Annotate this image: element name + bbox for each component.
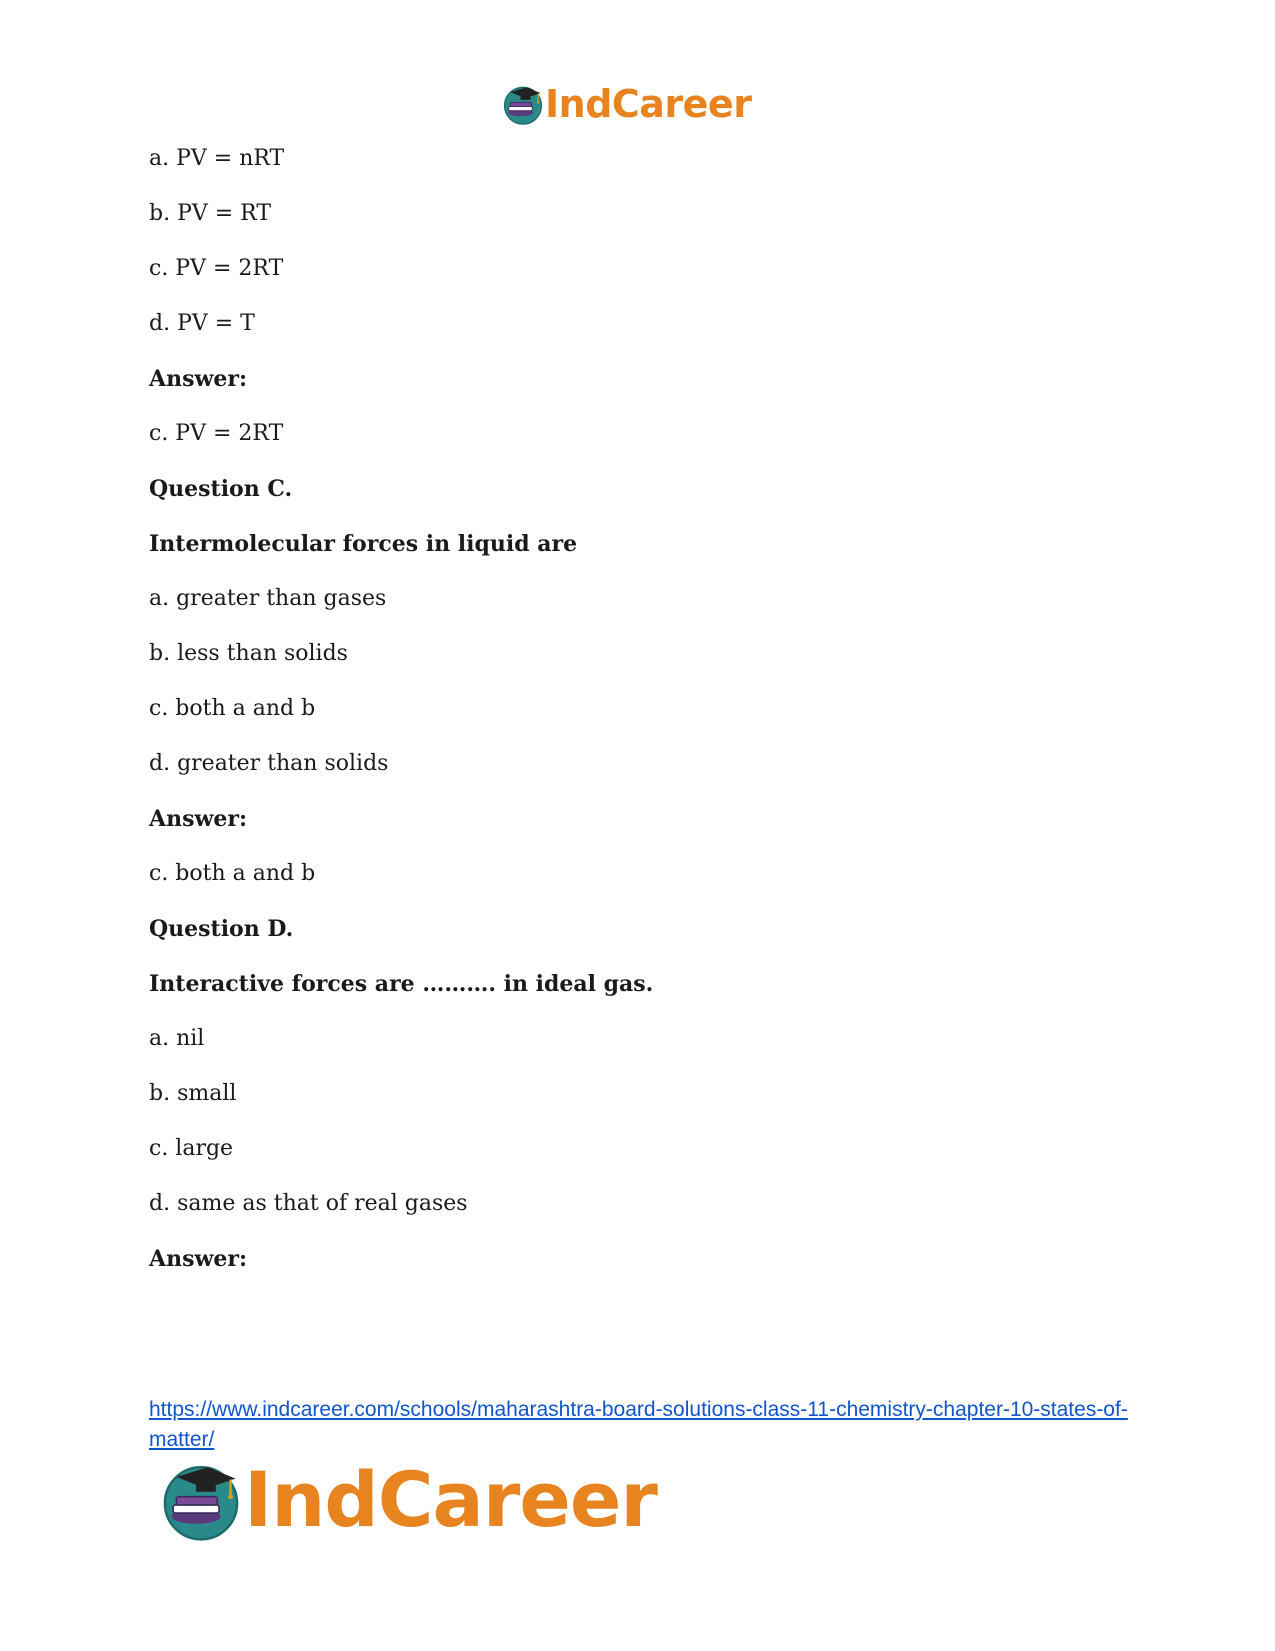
question-heading: Question D.	[149, 916, 294, 942]
answer-text: c. both a and b	[149, 861, 316, 886]
answer-heading: Answer:	[149, 366, 248, 392]
option-line: a. nil	[149, 1026, 205, 1051]
option-line: b. less than solids	[149, 641, 348, 666]
option-line: d. greater than solids	[149, 751, 389, 776]
option-line: a. greater than gases	[149, 586, 387, 611]
question-heading: Question C.	[149, 476, 293, 502]
header-logo	[502, 80, 751, 128]
option-line: c. both a and b	[149, 696, 316, 721]
logo-text: IndCareer	[545, 82, 752, 126]
answer-text: c. PV = 2RT	[149, 421, 284, 446]
answer-heading: Answer:	[149, 1246, 248, 1272]
graduation-cap-books-globe-icon	[502, 83, 544, 125]
option-line: c. large	[149, 1136, 234, 1161]
option-line: c. PV = 2RT	[149, 256, 284, 281]
source-url-link[interactable]: https://www.indcareer.com/schools/maharashtra-board-solutions-class-11-chemistry-chapter-10-states-of-matter/	[149, 1398, 1128, 1451]
option-line: d. same as that of real gases	[149, 1191, 468, 1216]
logo-text: IndCareer	[244, 1455, 657, 1544]
footer-logo	[160, 1455, 657, 1545]
graduation-cap-books-globe-icon	[160, 1459, 242, 1541]
option-line: a. PV = nRT	[149, 146, 285, 171]
question-text: Interactive forces are ………. in ideal gas.	[149, 971, 654, 997]
option-line: b. small	[149, 1081, 237, 1106]
answer-heading: Answer:	[149, 806, 248, 832]
question-text: Intermolecular forces in liquid are	[149, 531, 578, 557]
option-line: b. PV = RT	[149, 201, 272, 226]
option-line: d. PV = T	[149, 311, 255, 336]
